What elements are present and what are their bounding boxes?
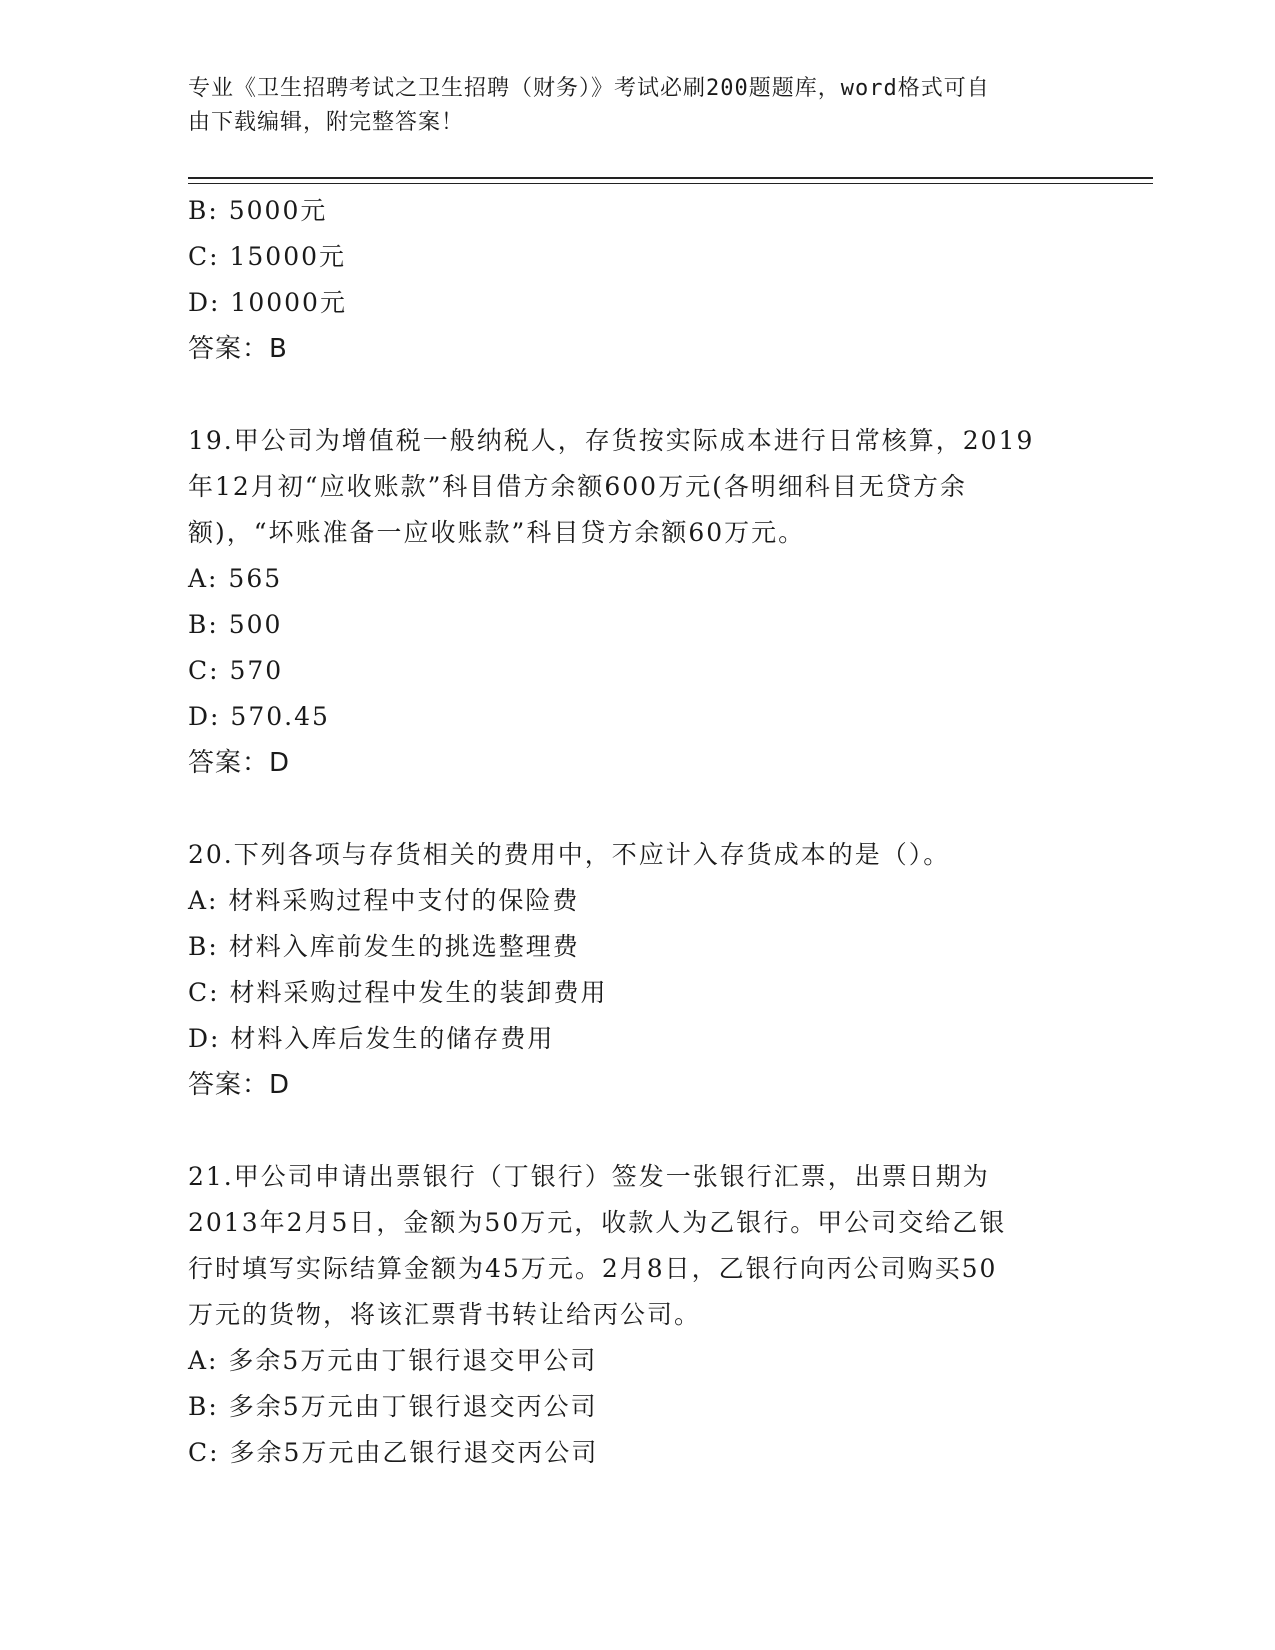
- option-a: A: 565: [188, 564, 283, 593]
- option-c: C: 570: [188, 656, 284, 685]
- option-b: B: 5000元: [188, 196, 328, 225]
- question-20-line-1: 20.下列各项与存货相关的费用中，不应计入存货成本的是（）。: [188, 840, 951, 869]
- spacer: [188, 372, 1088, 418]
- header-line-1: 专业《卫生招聘考试之卫生招聘（财务）》考试必刷200题题库，word格式可自: [188, 76, 990, 101]
- option-c: C: 材料采购过程中发生的装卸费用: [188, 978, 608, 1007]
- answer-label: 答案：D: [188, 1070, 291, 1100]
- answer-label: 答案：B: [188, 334, 288, 364]
- spacer: [188, 786, 1088, 832]
- option-b: B: 500: [188, 610, 283, 639]
- page-header: [188, 72, 1068, 140]
- option-d: D: 材料入库后发生的储存费用: [188, 1024, 555, 1053]
- option-a: A: 材料采购过程中支付的保险费: [188, 886, 580, 915]
- option-a: A: 多余5万元由丁银行退交甲公司: [188, 1346, 598, 1375]
- question-19: [188, 418, 1088, 786]
- question-19-line-2: 年12月初“应收账款”科目借方余额600万元(各明细科目无贷方余: [188, 472, 967, 501]
- option-c: C: 15000元: [188, 242, 347, 271]
- question-21: [188, 1154, 1088, 1476]
- question-20: [188, 832, 1088, 1108]
- question-18-tail: [188, 188, 1088, 372]
- answer-label: 答案：D: [188, 748, 291, 778]
- question-19-line-1: 19.甲公司为增值税一般纳税人，存货按实际成本进行日常核算，2019: [188, 426, 1035, 455]
- option-d: D: 10000元: [188, 288, 347, 317]
- option-c: C: 多余5万元由乙银行退交丙公司: [188, 1438, 599, 1467]
- question-21-line-3: 行时填写实际结算金额为45万元。2月8日，乙银行向丙公司购买50: [188, 1254, 998, 1283]
- option-d: D: 570.45: [188, 702, 330, 731]
- question-21-line-4: 万元的货物，将该汇票背书转让给丙公司。: [188, 1300, 702, 1329]
- question-19-line-3: 额)，“坏账准备一应收账款”科目贷方余额60万元。: [188, 518, 806, 547]
- question-21-line-1: 21.甲公司申请出票银行（丁银行）签发一张银行汇票，出票日期为: [188, 1162, 990, 1191]
- option-b: B: 材料入库前发生的挑选整理费: [188, 932, 580, 961]
- header-divider-thick: [188, 177, 1153, 179]
- question-content: [188, 188, 1088, 1476]
- header-divider-thin: [188, 183, 1153, 184]
- header-line-2: 由下载编辑，附完整答案！: [188, 110, 465, 135]
- option-b: B: 多余5万元由丁银行退交丙公司: [188, 1392, 598, 1421]
- question-21-line-2: 2013年2月5日，金额为50万元，收款人为乙银行。甲公司交给乙银: [188, 1208, 1007, 1237]
- spacer: [188, 1108, 1088, 1154]
